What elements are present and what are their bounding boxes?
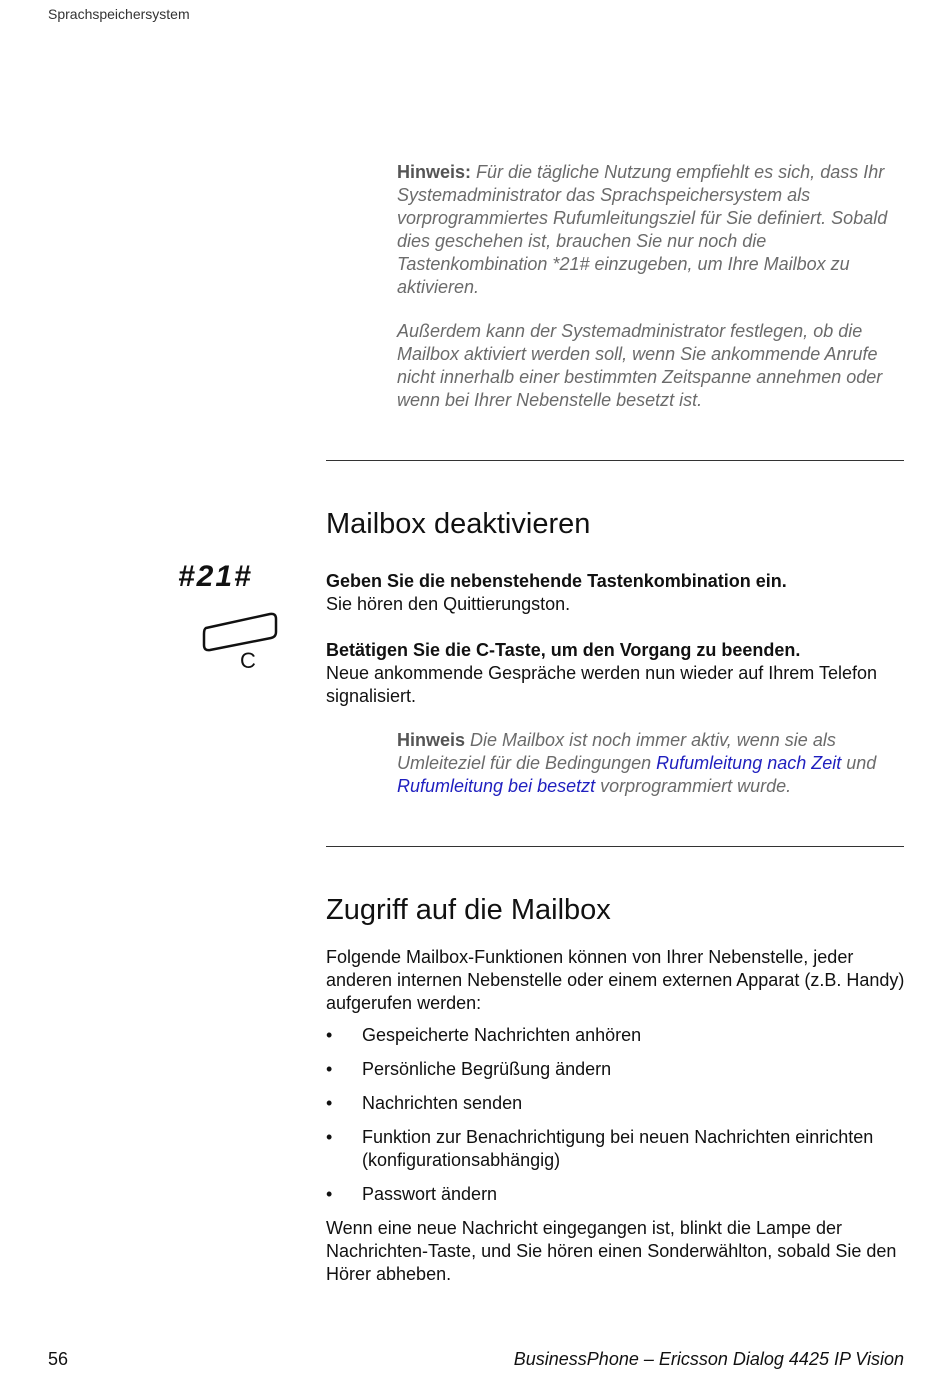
note-text: vorprogrammiert wurde. — [595, 776, 792, 796]
link-rufumleitung-bei-besetzt[interactable]: Rufumleitung bei besetzt — [397, 776, 596, 796]
note-text: Die Mailbox ist noch immer aktiv, wenn sie als Umleiteziel für die Bedingungen — [397, 730, 836, 773]
note-label: Hinweis: — [397, 162, 472, 182]
link-rufumleitung-nach-zeit[interactable]: Rufumleitung nach Zeit — [656, 753, 842, 773]
function-list — [326, 1024, 906, 1217]
list-item-text: Passwort ändern — [362, 1184, 498, 1204]
bullet: • — [326, 1127, 333, 1147]
list-item — [326, 1024, 906, 1047]
note-deactivation — [397, 729, 907, 798]
list-item-text: Funktion zur Benachrichtigung bei neuen Nachrichten einrichten (konfigurationsabhängig) — [362, 1127, 874, 1170]
list-item-text: Persönliche Begrüßung ändern — [362, 1059, 612, 1079]
bullet: • — [326, 1093, 333, 1113]
step-enter-code-instruction: Geben Sie die nebenstehende Tastenkombination ein. — [326, 571, 787, 591]
c-key-label: C — [240, 648, 256, 673]
page-number: 56 — [48, 1349, 69, 1369]
list-item — [326, 1058, 906, 1081]
note-activation-extra: Außerdem kann der Systemadministrator festlegen, ob die Mailbox aktiviert werden soll, wenn Sie ankommende Anrufe nicht innerhalb einer bestimmten Zeitspanne annehmen oder wenn bei Ihrer Nebenstelle besetzt ist. — [397, 321, 883, 410]
list-item-text: Gespeicherte Nachrichten anhören — [362, 1025, 642, 1045]
step-press-c-instruction: Betätigen Sie die C-Taste, um den Vorgang zu beenden. — [326, 640, 801, 660]
note-text: und — [841, 753, 877, 773]
section-title-access: Zugriff auf die Mailbox — [326, 894, 611, 926]
bullet: • — [326, 1059, 333, 1079]
bullet: • — [326, 1025, 333, 1045]
note-text: Für die tägliche Nutzung empfiehlt es sich, dass Ihr Systemadministrator das Sprachspeichersystem als vorprogrammiertes Rufumleitungsziel für Sie definiert. Sobald dies geschehen ist, brauchen Sie nur noch die Tastenkombination *21# einzugeben, um Ihre Mailbox zu aktivieren. — [397, 162, 888, 297]
step-press-c-result: Neue ankommende Gespräche werden nun wieder auf Ihrem Telefon signalisiert. — [326, 663, 877, 706]
section-divider — [326, 846, 904, 847]
access-outro: Wenn eine neue Nachricht eingegangen ist, blinkt die Lampe der Nachrichten-Taste, und Sie hören einen Sonderwählton, sobald Sie den Hörer abheben. — [326, 1218, 897, 1284]
section-divider — [326, 460, 904, 461]
list-item — [326, 1126, 906, 1172]
c-key-icon — [200, 612, 280, 674]
step-enter-code-result: Sie hören den Quittierungston. — [326, 594, 571, 614]
running-header: Sprachspeichersystem — [48, 6, 190, 22]
section-title-deactivate: Mailbox deaktivieren — [326, 508, 591, 540]
document-title: BusinessPhone – Ericsson Dialog 4425 IP Vision — [513, 1349, 904, 1369]
step-enter-code — [326, 570, 906, 616]
note-activation — [397, 161, 907, 299]
access-intro: Folgende Mailbox-Funktionen können von Ihrer Nebenstelle, jeder anderen internen Nebenstelle oder einem externen Apparat (z.B. Handy) aufgerufen werden: — [326, 947, 905, 1013]
list-item — [326, 1092, 906, 1115]
note-label: Hinweis — [397, 730, 466, 750]
step-press-c — [326, 639, 906, 708]
list-item — [326, 1183, 906, 1206]
key-combination: #21# — [178, 560, 253, 593]
list-item-text: Nachrichten senden — [362, 1093, 523, 1113]
bullet: • — [326, 1184, 333, 1204]
